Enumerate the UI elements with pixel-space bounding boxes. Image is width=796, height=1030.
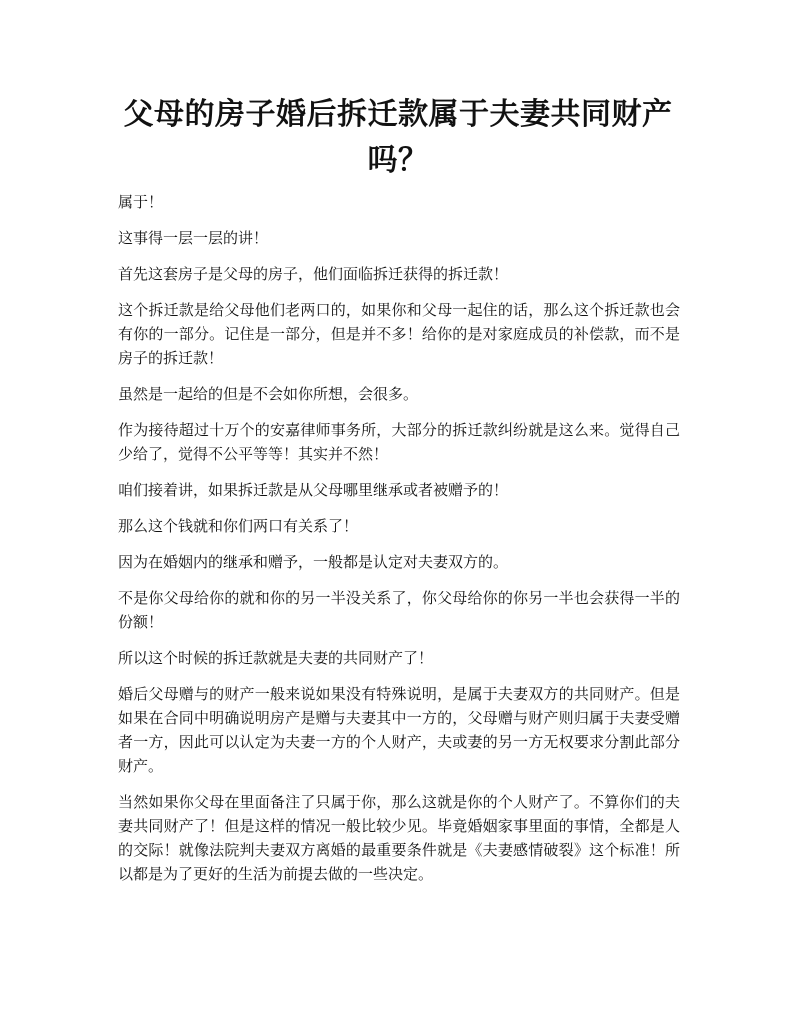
paragraph: 当然如果你父母在里面备注了只属于你，那么这就是你的个人财产了。不算你们的夫妻共同财产了！但是这样的情况一般比较少见。毕竟婚姻家事里面的事情，全都是人的交际！就像法院判夫妻双方离婚的最重要条件就是《夫妻感情破裂》这个标准！所以都是为了更好的生活为前提去做的一些决定。 bbox=[118, 793, 680, 883]
paragraph: 虽然是一起给的但是不会如你所想，会很多。 bbox=[118, 385, 419, 403]
paragraph: 作为接待超过十万个的安嘉律师事务所，大部分的拆迁款纠纷就是这么来。觉得自己少给了，觉得不公平等等！其实并不然！ bbox=[118, 421, 680, 463]
paragraph: 首先这套房子是父母的房子，他们面临拆迁获得的拆迁款！ bbox=[118, 265, 509, 283]
paragraph: 咱们接着讲，如果拆迁款是从父母哪里继承或者被赠予的！ bbox=[118, 481, 509, 499]
document-title: 父母的房子婚后拆迁款属于夫妻共同财产吗？ bbox=[123, 97, 673, 178]
paragraph: 属于！ bbox=[118, 193, 164, 211]
paragraph: 这事得一层一层的讲！ bbox=[118, 229, 269, 247]
paragraph: 因为在婚姻内的继承和赠予，一般都是认定对夫妻双方的。 bbox=[118, 553, 509, 571]
paragraph: 这个拆迁款是给父母他们老两口的，如果你和父母一起住的话，那么这个拆迁款也会有你的一部分。记住是一部分，但是并不多！给你的是对家庭成员的补偿款，而不是房子的拆迁款！ bbox=[118, 301, 680, 367]
paragraph: 所以这个时候的拆迁款就是夫妻的共同财产了！ bbox=[118, 649, 434, 667]
paragraph: 不是你父母给你的就和你的另一半没关系了，你父母给你的你另一半也会获得一半的份额！ bbox=[118, 589, 680, 631]
paragraph: 那么这个钱就和你们两口有关系了！ bbox=[118, 517, 359, 535]
document-body bbox=[118, 190, 680, 898]
paragraph: 婚后父母赠与的财产一般来说如果没有特殊说明，是属于夫妻双方的共同财产。但是如果在合同中明确说明房产是赠与夫妻其中一方的，父母赠与财产则归属于夫妻受赠者一方，因此可以认定为夫妻一方的个人财产，夫或妻的另一方无权要求分割此部分财产。 bbox=[118, 685, 680, 775]
